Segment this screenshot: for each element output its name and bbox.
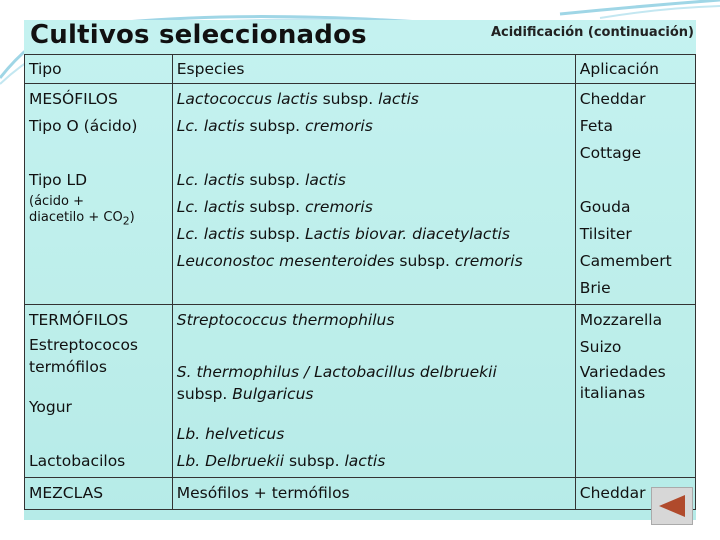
mezclas-especies-cell: Mesófilos + termófilos [172,478,575,510]
tipo-line: (ácido + [29,194,85,209]
especie-line: Lc. lactis subsp. cremoris [176,198,373,216]
aplicacion-line: Cheddar [579,90,646,108]
termofilos-aplicacion-cell [575,305,695,478]
termofilos-tipo-cell [25,305,173,478]
back-button[interactable] [651,487,693,525]
table-row-mezclas [25,478,696,510]
aplicacion-line: Mozzarella [579,311,663,329]
mesofilos-aplicacion-cell [575,84,695,305]
mesofilos-especies-cell [172,84,575,305]
table-header-row [25,55,696,84]
especie-line: Leuconostoc mesenteroides subsp. cremoris [176,252,523,270]
cultures-table [24,54,696,510]
table-row-mesofilos [25,84,696,305]
tipo-line: Tipo O (ácido) [29,117,138,135]
tipo-line: Lactobacilos [29,452,126,470]
termofilos-especies-cell [172,305,575,478]
slide-panel [24,20,696,520]
especie-line: Streptococcus thermophilus [176,311,395,329]
slide-subtitle: Acidificación (continuación) [490,25,694,40]
especie-line: Lc. lactis subsp. Lactis biovar. diacetylactis [176,225,510,243]
aplicacion-line: Gouda [579,198,631,216]
mesofilos-tipo-cell [25,84,173,305]
tipo-line: Yogur [29,398,72,416]
aplicacion-line: Brie [579,279,611,297]
table-row-termofilos [25,305,696,478]
especie-line: Lb. Delbruekii subsp. lactis [176,452,386,470]
slide-title: Cultivos seleccionados [30,20,367,50]
tipo-line: diacetilo + $CO_2$) [29,210,135,228]
tipo-line: termófilos [29,358,107,376]
especie-line: Lc. lactis subsp. cremoris [176,117,373,135]
aplicacion-line: Variedades [579,363,666,381]
aplicacion-line: Suizo [579,338,622,356]
tipo-line: Tipo LD [29,171,88,189]
especie-line: Lc. lactis subsp. lactis [176,171,346,189]
back-arrow-icon [657,493,687,519]
especie-line: Lactococcus lactis subsp. lactis [176,90,419,108]
especie-line: subsp. Bulgaricus [176,385,314,403]
header-especies: Especies [172,55,575,84]
aplicacion-line: Camembert [579,252,672,270]
aplicacion-line: Cottage [579,144,642,162]
mezclas-aplicacion-cell: Cheddar [575,478,695,510]
aplicacion-line: italianas [579,384,646,402]
header-tipo: Tipo [25,55,173,84]
especie-line: Lb. helveticus [176,425,285,443]
tipo-line: TERMÓFILOS [29,311,129,329]
header-aplicacion: Aplicación [575,55,695,84]
tipo-line: MESÓFILOS [29,90,118,108]
tipo-line: Estreptococos [29,336,138,354]
especie-line: S. thermophilus / Lactobacillus delbruekii [176,363,497,381]
mezclas-tipo-cell: MEZCLAS [25,478,173,510]
aplicacion-line: Feta [579,117,613,135]
aplicacion-line: Tilsiter [579,225,632,243]
